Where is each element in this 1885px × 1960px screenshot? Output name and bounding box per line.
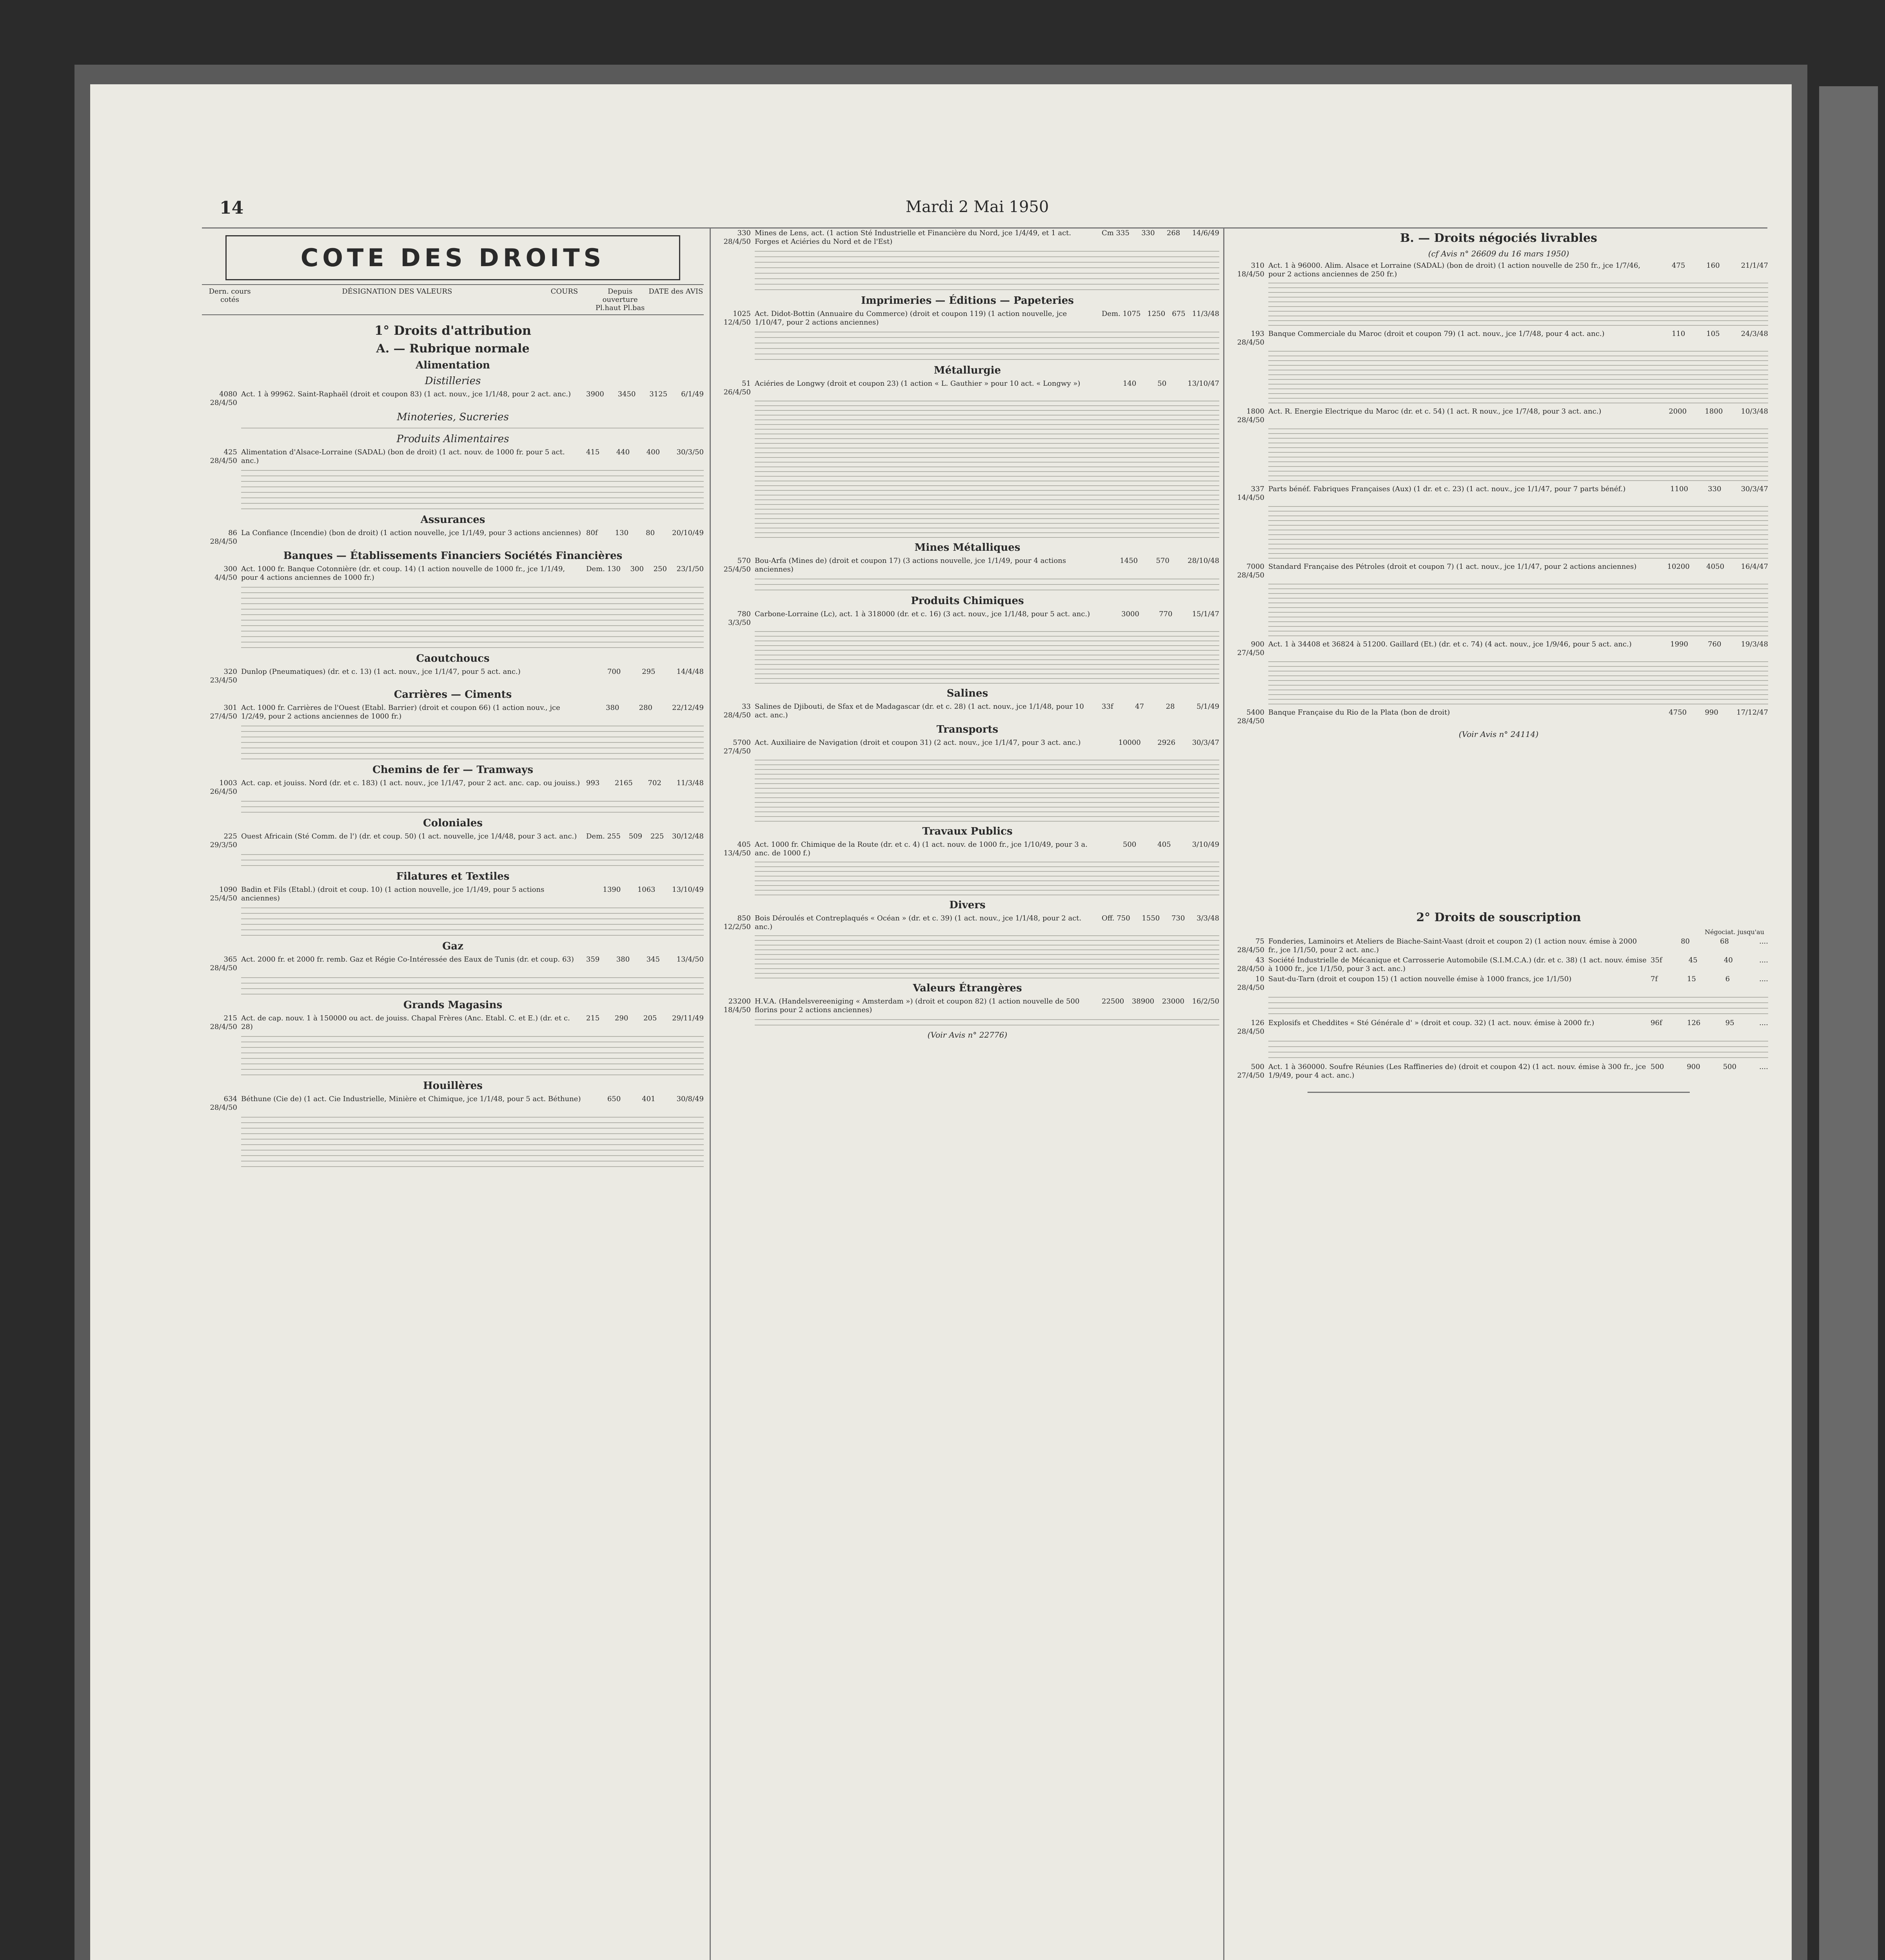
- list-item: [202, 668, 704, 685]
- row-date: 10 28/4/50: [1237, 975, 1264, 992]
- text-block: [1229, 428, 1768, 481]
- text-block: [202, 1036, 704, 1075]
- group-heading: Gaz: [442, 940, 463, 952]
- row-haut: 3000: [1121, 610, 1139, 618]
- row-bas: 250: [653, 565, 667, 573]
- row-haut: 380: [616, 955, 630, 964]
- row-desc: Act. 1 à 34408 et 36824 à 51200. Gaillard (Et.) (dr. et c. 74) (4 act. nouv., jce 1/9/46, pour 5 act. anc.): [1268, 640, 1632, 648]
- row-avis: 11/3/48: [676, 779, 704, 787]
- row-date: 86 28/4/50: [210, 529, 237, 546]
- column-divider: [710, 227, 711, 1960]
- text-block: [1229, 997, 1768, 1014]
- row-date: 7000 28/4/50: [1237, 563, 1264, 579]
- row-desc: Ouest Africain (Sté Comm. de l') (dr. et coup. 50) (1 act. nouvelle, jce 1/4/48, pour 3 act. anc.): [241, 832, 577, 840]
- row-desc: Act. R. Energie Electrique du Maroc (dr. et c. 54) (1 act. R nouv., jce 1/7/48, pour 3 act. anc.): [1268, 407, 1602, 416]
- row-haut: 1990: [1670, 640, 1688, 648]
- row-avis: ....: [1759, 1063, 1768, 1071]
- row-avis: 15/1/47: [1192, 610, 1219, 618]
- row-desc: Act. Auxiliaire de Navigation (droit et coupon 31) (2 act. nouv., jce 1/1/47, pour 3 act. anc.): [755, 739, 1081, 747]
- row-avis: 14/6/49: [1192, 229, 1219, 237]
- row-cours: 415: [586, 448, 600, 456]
- row-avis: ....: [1759, 1019, 1768, 1027]
- text-block: [202, 470, 704, 509]
- row-haut: 2000: [1669, 407, 1687, 416]
- list-item: [1229, 330, 1768, 347]
- row-cours: Off. 750: [1102, 914, 1130, 922]
- group-heading: Transports: [936, 724, 999, 735]
- section-2-title: 2° Droits de souscription: [1416, 911, 1581, 924]
- group-heading: Travaux Publics: [922, 826, 1013, 837]
- row-bas: 95: [1725, 1019, 1734, 1027]
- list-item: [202, 565, 704, 582]
- column-3: [1229, 227, 1768, 1960]
- end-rule: [1308, 1092, 1690, 1093]
- row-haut: 126: [1687, 1019, 1701, 1027]
- row-haut: 509: [628, 832, 643, 840]
- header-depuis: Depuis ouverture Pl.haut Pl.bas: [595, 287, 645, 312]
- row-date: 75 28/4/50: [1237, 937, 1264, 954]
- group-heading: Imprimeries — Éditions — Papeteries: [861, 295, 1074, 307]
- row-desc: Act. de cap. nouv. 1 à 150000 ou act. de jouiss. Chapal Frères (Anc. Etabl. C. et E.) (dr. et c. 28): [241, 1014, 570, 1031]
- row-bas: 2926: [1157, 739, 1176, 747]
- text-block: [1229, 351, 1768, 403]
- row-haut: 1250: [1147, 310, 1166, 318]
- header-dern: Dern. cours cotés: [209, 287, 251, 304]
- row-avis: 6/1/49: [681, 390, 704, 398]
- row-date: 300 4/4/50: [214, 565, 237, 582]
- group-heading: Filatures et Textiles: [396, 871, 510, 882]
- row-desc: Fonderies, Laminoirs et Ateliers de Biache-Saint-Vaast (droit et coupon 2) (1 action nouv. émise à 2000 fr., jce 1/1/50, pour 2 act. anc.): [1268, 937, 1637, 954]
- row-date: 1090 25/4/50: [210, 886, 237, 902]
- row-cours: Dem. 255: [586, 832, 621, 840]
- row-date: 33 28/4/50: [723, 702, 751, 719]
- row-avis: 30/12/48: [672, 832, 704, 840]
- row-avis: ....: [1759, 956, 1768, 964]
- list-item: [202, 704, 704, 721]
- text-block: [1229, 283, 1768, 326]
- row-date: 850 12/2/50: [723, 914, 751, 931]
- row-haut: 3450: [617, 390, 636, 398]
- row-haut: 650: [607, 1095, 621, 1103]
- row-avis: 5/1/49: [1197, 702, 1219, 711]
- row-haut: 500: [1122, 840, 1137, 849]
- row-cours: 33f: [1102, 702, 1113, 711]
- row-avis: 16/4/47: [1741, 563, 1768, 571]
- row-desc: Saut-du-Tarn (droit et coupon 15) (1 action nouvelle émise à 1000 francs, jce 1/1/50): [1268, 975, 1572, 983]
- list-item: [716, 379, 1219, 397]
- list-item: [1229, 708, 1768, 726]
- group-heading: Houillères: [423, 1080, 483, 1092]
- row-haut: 1100: [1670, 485, 1688, 493]
- row-desc: Act. 1000 fr. Chimique de la Route (dr. et c. 4) (1 act. nouv. de 1000 fr., jce 1/10/49, pour 3 a. anc. de 1000 f.): [755, 840, 1088, 857]
- subgroup-heading: Distilleries: [425, 375, 481, 387]
- row-avis: 20/10/49: [672, 529, 704, 537]
- text-block: [1229, 506, 1768, 559]
- row-desc: H.V.A. (Handelsvereeniging « Amsterdam ») (droit et coupon 82) (1 action nouvelle de 500 florins pour 2 actions anciennes): [755, 997, 1080, 1014]
- row-desc: Standard Française des Pétroles (droit et coupon 7) (1 act. nouv., jce 1/1/47, pour 2 actions anciennes): [1268, 563, 1637, 571]
- header-cours: COURS: [550, 287, 578, 296]
- row-bas: 23000: [1162, 997, 1184, 1005]
- group-heading: Valeurs Étrangères: [913, 982, 1022, 994]
- list-item: [1229, 261, 1768, 279]
- row-bas: 405: [1157, 840, 1171, 849]
- text-block: [716, 862, 1219, 895]
- row-avis: ....: [1759, 937, 1768, 946]
- row-bas: 205: [643, 1014, 657, 1022]
- list-item: [1229, 956, 1768, 973]
- group-heading: Alimentation: [416, 359, 490, 371]
- row-date: 43 28/4/50: [1237, 956, 1264, 973]
- row-date: 23200 18/4/50: [723, 997, 751, 1014]
- row-desc: Act. 1 à 99962. Saint-Raphaël (droit et coupon 83) (1 act. nouv., jce 1/1/48, pour 2 act. anc.): [241, 390, 571, 398]
- row-haut: 10000: [1118, 739, 1141, 747]
- row-date: 215 28/4/50: [210, 1014, 237, 1031]
- column-divider: [1223, 227, 1224, 1960]
- row-bas: 28: [1166, 702, 1175, 711]
- list-item: [202, 1095, 704, 1112]
- row-desc: Béthune (Cie de) (1 act. Cie Industrielle, Minière et Chimique, jce 1/1/48, pour 5 act. Béthune): [241, 1095, 581, 1103]
- row-haut: 330: [1141, 229, 1155, 237]
- row-avis: 14/4/48: [676, 668, 704, 676]
- row-haut: 300: [630, 565, 644, 573]
- row-avis: 30/3/50: [676, 448, 704, 456]
- row-date: 780 3/3/50: [728, 610, 751, 627]
- group-heading: Grands Magasins: [403, 999, 503, 1011]
- row-desc: Act. 2000 fr. et 2000 fr. remb. Gaz et Régie Co-Intéressée des Eaux de Tunis (dr. et coup. 63): [241, 955, 574, 964]
- row-bas: 160: [1706, 261, 1720, 270]
- row-date: 1800 28/4/50: [1237, 407, 1264, 424]
- row-cours: 993: [586, 779, 600, 787]
- row-date: 337 14/4/50: [1237, 485, 1264, 502]
- row-avis: 30/3/47: [1741, 485, 1768, 493]
- row-haut: 1450: [1120, 557, 1138, 565]
- row-avis: 28/10/48: [1188, 557, 1219, 565]
- row-date: 365 28/4/50: [210, 955, 237, 972]
- row-desc: Banque Commerciale du Maroc (droit et coupon 79) (1 act. nouv., jce 1/7/48, pour 4 act. anc.): [1268, 330, 1605, 338]
- row-cours: 35f: [1651, 956, 1662, 964]
- row-bas: 345: [646, 955, 660, 964]
- row-avis: 22/12/49: [672, 704, 704, 712]
- column-1: [202, 227, 704, 1960]
- row-bas: 990: [1705, 708, 1718, 717]
- row-avis: 13/10/47: [1188, 379, 1219, 388]
- row-desc: Mines de Lens, act. (1 action Sté Industrielle et Financière du Nord, jce 1/4/49, et 1 act. Forges et Aciéries du Nord et de l'Est): [755, 229, 1071, 246]
- row-date: 301 27/4/50: [210, 704, 237, 720]
- group-heading: Produits Chimiques: [911, 595, 1024, 607]
- list-item: [1229, 937, 1768, 955]
- text-block: [716, 935, 1219, 978]
- row-bas: 3125: [649, 390, 668, 398]
- section-b-title: B. — Droits négociés livrables: [1400, 231, 1597, 245]
- row-haut: 130: [615, 529, 629, 537]
- row-desc: Act. 1000 fr. Banque Cotonnière (dr. et coup. 14) (1 action nouvelle de 1000 fr., jce 1/1/49, pour 4 actions anciennes de 1000 fr.): [241, 565, 565, 582]
- row-haut: 140: [1122, 379, 1137, 388]
- row-desc: Banque Française du Rio de la Plata (bon de droit): [1268, 708, 1450, 717]
- list-item: [202, 448, 704, 465]
- row-cours: 96f: [1651, 1019, 1662, 1027]
- text-block: [202, 801, 704, 813]
- list-item: [202, 832, 704, 849]
- row-desc: Act. 1000 fr. Carrières de l'Ouest (Etabl. Barrier) (droit et coupon 66) (1 action nouv., jce 1/2/49, pour 2 actions anciennes de 1000 fr.): [241, 704, 560, 720]
- list-item: [1229, 563, 1768, 580]
- row-cours: Dem. 130: [586, 565, 621, 573]
- row-bas: 68: [1720, 937, 1729, 946]
- row-bas: 770: [1159, 610, 1173, 618]
- row-desc: Act. Didot-Bottin (Annuaire du Commerce) (droit et coupon 119) (1 action nouvelle, jce 1/10/47, pour 2 actions anciennes): [755, 310, 1067, 327]
- avis-note: (Voir Avis n° 22776): [927, 1030, 1008, 1040]
- row-date: 193 28/4/50: [1237, 330, 1264, 347]
- row-date: 51 26/4/50: [723, 379, 751, 396]
- row-date: 310 18/4/50: [1237, 261, 1264, 278]
- text-block: [202, 977, 704, 995]
- row-haut: 2165: [615, 779, 633, 787]
- row-date: 500 27/4/50: [1237, 1063, 1264, 1080]
- binding-spine: [1819, 86, 1878, 1960]
- row-haut: 4750: [1669, 708, 1687, 717]
- row-bas: 760: [1708, 640, 1722, 648]
- row-desc: Act. 1 à 96000. Alim. Alsace et Lorraine (SADAL) (bon de droit) (1 action nouvelle de 250 fr., jce 1/7/46, pour 2 actions anciennes de 250 fr.): [1268, 261, 1641, 278]
- row-avis: 30/3/47: [1192, 739, 1219, 747]
- subgroup-heading: Minoteries, Sucreries: [397, 411, 509, 423]
- text-block: [716, 251, 1219, 290]
- row-bas: 268: [1166, 229, 1180, 237]
- row-bas: 225: [650, 832, 664, 840]
- row-desc: Act. 1 à 360000. Soufre Réunies (Les Raffineries de) (droit et coupon 42) (1 act. nouv. émise à 300 fr., jce 1/9/49, pour 4 act. anc.): [1268, 1063, 1646, 1080]
- row-avis: ....: [1759, 975, 1768, 983]
- row-desc: Salines de Djibouti, de Sfax et de Madagascar (dr. et c. 28) (1 act. nouv., jce 1/1/48, pour 10 act. anc.): [755, 702, 1084, 719]
- row-bas: 80: [646, 529, 655, 537]
- text-block: [202, 907, 704, 936]
- row-bas: 730: [1171, 914, 1185, 922]
- row-date: 225 29/3/50: [210, 832, 237, 849]
- row-avis: 29/11/49: [672, 1014, 704, 1022]
- row-bas: 401: [642, 1095, 656, 1103]
- row-date: 320 23/4/50: [210, 668, 237, 684]
- text-block: [716, 579, 1219, 590]
- row-date: 405 13/4/50: [723, 840, 751, 857]
- column-headers: [202, 284, 704, 315]
- row-avis: 10/3/48: [1741, 407, 1768, 416]
- row-cours: Dem. 1075: [1102, 310, 1141, 318]
- row-avis: 16/2/50: [1192, 997, 1219, 1005]
- row-avis: 11/3/48: [1192, 310, 1219, 318]
- row-desc: Alimentation d'Alsace-Lorraine (SADAL) (bon de droit) (1 act. nouv. de 1000 fr. pour 5 act. anc.): [241, 448, 565, 465]
- row-desc: Bou-Arfa (Mines de) (droit et coupon 17) (3 actions nouvelle, jce 1/1/49, pour 4 actions anciennes): [755, 557, 1066, 573]
- row-haut: 900: [1687, 1063, 1700, 1071]
- list-item: [1229, 1019, 1768, 1036]
- row-bas: 295: [642, 668, 656, 676]
- row-date: 570 25/4/50: [723, 557, 751, 573]
- section-title: 1° Droits d'attribution: [374, 323, 532, 338]
- text-block: [202, 1117, 704, 1167]
- list-item: [1229, 1063, 1768, 1080]
- row-haut: 45: [1688, 956, 1698, 964]
- group-heading: Banques — Établissements Financiers Sociétés Financières: [283, 550, 623, 562]
- text-block: [202, 726, 704, 759]
- row-haut: 1390: [603, 886, 621, 894]
- list-item: [716, 914, 1219, 931]
- row-date: 330 28/4/50: [723, 229, 751, 246]
- spacer: [1229, 742, 1768, 907]
- row-bas: 4050: [1706, 563, 1725, 571]
- row-bas: 105: [1706, 330, 1720, 338]
- row-date: 5400 28/4/50: [1237, 708, 1264, 725]
- text-block: [1229, 584, 1768, 636]
- list-item: [202, 886, 704, 903]
- row-bas: 40: [1723, 956, 1733, 964]
- row-cours: 7f: [1651, 975, 1658, 983]
- text-block: [716, 631, 1219, 684]
- row-haut: 290: [615, 1014, 628, 1022]
- row-avis: 13/4/50: [676, 955, 704, 964]
- page-number: 14: [220, 198, 244, 218]
- text-block: [716, 760, 1219, 822]
- row-avis: 21/1/47: [1741, 261, 1768, 270]
- text-block: [716, 332, 1219, 360]
- group-heading: Coloniales: [423, 817, 483, 829]
- row-avis: 17/12/47: [1736, 708, 1768, 717]
- row-haut: 700: [607, 668, 621, 676]
- row-cours: 215: [586, 1014, 600, 1022]
- row-date: 5700 27/4/50: [723, 739, 751, 755]
- row-bas: 500: [1723, 1063, 1737, 1071]
- row-desc: Badin et Fils (Etabl.) (droit et coup. 10) (1 action nouvelle, jce 1/1/49, pour 5 actions anciennes): [241, 886, 545, 902]
- row-desc: Parts bénéf. Fabriques Françaises (Aux) (1 dr. et c. 23) (1 act. nouv., jce 1/1/47, pour 7 parts bénéf.): [1268, 485, 1626, 493]
- row-cours: 500: [1651, 1063, 1664, 1071]
- row-avis: 24/3/48: [1741, 330, 1768, 338]
- row-desc: Société Industrielle de Mécanique et Carrosserie Automobile (S.I.M.C.A.) (dr. et c. 38) (1 act. nouv. émise à 1000 fr., jce 1/1/50, pour 3 act. anc.): [1268, 956, 1647, 973]
- row-avis: 3/10/49: [1192, 840, 1219, 849]
- row-haut: 10200: [1667, 563, 1690, 571]
- row-haut: 475: [1671, 261, 1685, 270]
- row-cours: 80f: [586, 529, 598, 537]
- row-haut: 38900: [1131, 997, 1155, 1005]
- list-item: [716, 610, 1219, 627]
- group-heading: Métallurgie: [933, 365, 1001, 376]
- list-item: [716, 997, 1219, 1014]
- row-avis: 30/8/49: [676, 1095, 704, 1103]
- row-avis: 23/1/50: [676, 565, 704, 573]
- list-item: [716, 840, 1219, 858]
- row-bas: 330: [1708, 485, 1722, 493]
- row-haut: 47: [1135, 702, 1144, 711]
- row-bas: 702: [648, 779, 661, 787]
- row-desc: Act. cap. et jouiss. Nord (dr. et c. 183) (1 act. nouv., jce 1/1/47, pour 2 act. anc. cap. ou jouiss.): [241, 779, 580, 787]
- list-item: [716, 310, 1219, 327]
- row-haut: 110: [1671, 330, 1685, 338]
- row-date: 425 28/4/50: [210, 448, 237, 465]
- row-desc: Dunlop (Pneumatiques) (dr. et c. 13) (1 act. nouv., jce 1/1/47, pour 5 act. anc.): [241, 668, 521, 676]
- row-cours: Cm 335: [1102, 229, 1130, 237]
- column-2: [716, 227, 1219, 1960]
- row-bas: 50: [1157, 379, 1167, 388]
- group-heading: Salines: [946, 688, 988, 699]
- list-item: [716, 557, 1219, 574]
- row-haut: 80: [1681, 937, 1690, 946]
- list-item: [202, 1014, 704, 1031]
- row-bas: 400: [646, 448, 660, 456]
- text-block: [716, 1019, 1219, 1025]
- text-block: [716, 401, 1219, 538]
- row-desc: Carbone-Lorraine (Lc), act. 1 à 318000 (dr. et c. 16) (3 act. nouv., jce 1/1/48, pour 5 act. anc.): [755, 610, 1090, 618]
- group-heading: Caoutchoucs: [416, 653, 490, 664]
- page-date: Mardi 2 Mai 1950: [906, 198, 1049, 216]
- group-heading: Mines Métalliques: [914, 542, 1021, 554]
- avis-note: (Voir Avis n° 24114): [1458, 730, 1539, 739]
- row-avis: 3/3/48: [1197, 914, 1219, 922]
- page-title: COTE DES DROITS: [225, 235, 680, 280]
- row-haut: 15: [1687, 975, 1696, 983]
- text-block: [1229, 661, 1768, 704]
- text-block: [202, 587, 704, 648]
- row-bas: 1063: [637, 886, 656, 894]
- row-avis: 13/10/49: [672, 886, 704, 894]
- row-bas: 280: [639, 704, 652, 712]
- row-date: 4080 28/4/50: [210, 390, 237, 407]
- row-date: 1003 26/4/50: [210, 779, 237, 796]
- row-bas: 570: [1156, 557, 1169, 565]
- list-item: [1229, 975, 1768, 992]
- list-item: [716, 229, 1219, 246]
- row-avis: 19/3/48: [1741, 640, 1768, 648]
- group-heading: Chemins de fer — Tramways: [372, 764, 533, 776]
- header-avis: DATE des AVIS: [648, 287, 703, 296]
- row-desc: Aciéries de Longwy (droit et coupon 23) (1 action « L. Gauthier » pour 10 act. « Longwy »): [755, 379, 1081, 388]
- row-cours: 359: [586, 955, 600, 964]
- group-heading: Carrières — Ciments: [394, 689, 512, 701]
- header-designation: DÉSIGNATION DES VALEURS: [342, 287, 452, 296]
- row-date: 126 28/4/50: [1237, 1019, 1264, 1036]
- row-bas: 6: [1725, 975, 1730, 983]
- row-haut: 380: [606, 704, 619, 712]
- list-item: [716, 702, 1219, 720]
- list-item: [202, 390, 704, 407]
- row-cours: 22500: [1102, 997, 1124, 1005]
- row-date: 1025 12/4/50: [723, 310, 751, 327]
- list-item: [202, 779, 704, 796]
- subgroup-heading: Produits Alimentaires: [396, 433, 509, 445]
- row-cours: 3900: [586, 390, 604, 398]
- row-desc: Bois Déroulés et Contreplaqués « Océan » (dr. et c. 39) (1 act. nouv., jce 1/1/48, pour 2 act. anc.): [755, 914, 1082, 931]
- group-heading: Divers: [949, 899, 986, 911]
- list-item: [202, 529, 704, 546]
- row-date: 634 28/4/50: [210, 1095, 237, 1112]
- rubrique-title: A. — Rubrique normale: [376, 342, 530, 356]
- list-item: [716, 739, 1219, 756]
- row-date: 900 27/4/50: [1237, 640, 1264, 657]
- row-bas: 1800: [1705, 407, 1723, 416]
- section-b-avis: (cf Avis n° 26609 du 16 mars 1950): [1428, 249, 1569, 258]
- text-block: [1229, 1041, 1768, 1058]
- row-bas: 675: [1172, 310, 1186, 318]
- row-haut: 440: [616, 448, 630, 456]
- list-item: [1229, 640, 1768, 657]
- list-item: [1229, 485, 1768, 502]
- row-desc: La Confiance (Incendie) (bon de droit) (1 action nouvelle, jce 1/1/49, pour 3 actions anciennes): [241, 529, 581, 537]
- text-block: [202, 854, 704, 866]
- group-heading: Assurances: [420, 514, 485, 526]
- negoc-header: Négociat. jusqu'au: [1705, 928, 1764, 936]
- row-haut: 1550: [1142, 914, 1160, 922]
- list-item: [202, 955, 704, 973]
- list-item: [1229, 407, 1768, 425]
- row-desc: Explosifs et Cheddites « Sté Générale d' » (droit et coup. 32) (1 act. nouv. émise à 2000 fr.): [1268, 1019, 1594, 1027]
